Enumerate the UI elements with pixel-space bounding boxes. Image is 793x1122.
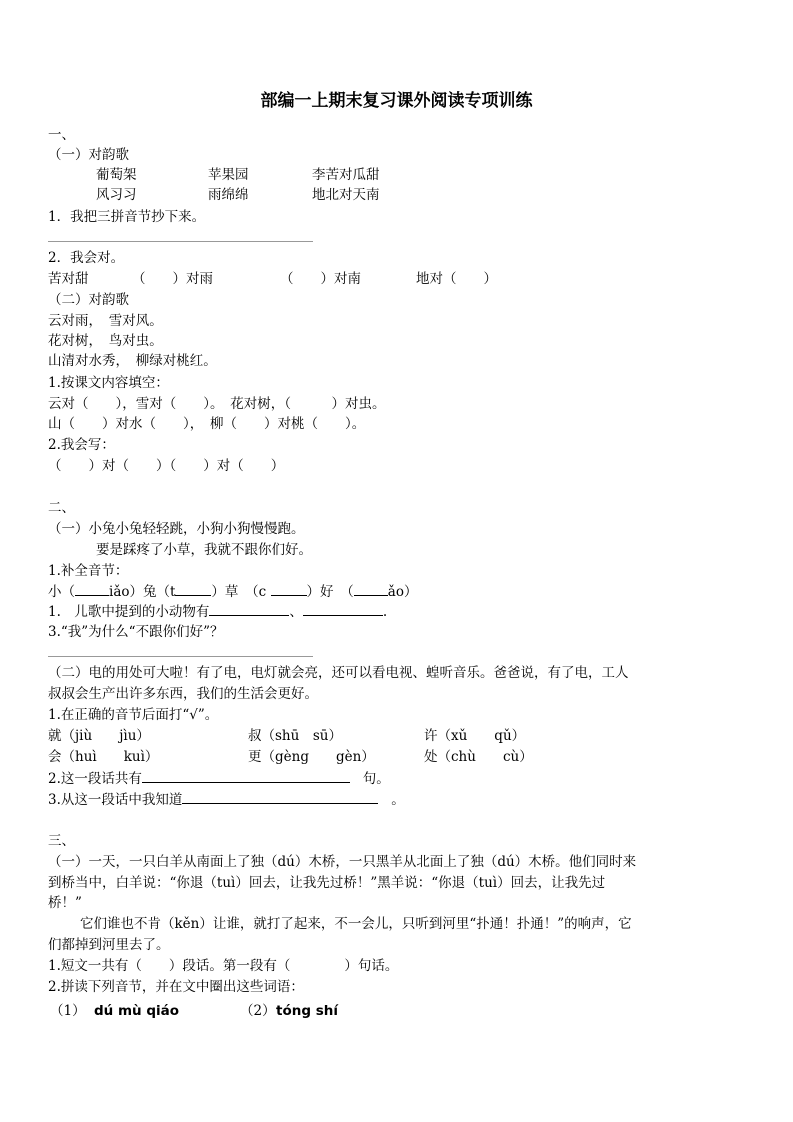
section-2-heading: 二、	[48, 500, 75, 516]
question-paragraph-count: 1.短文一共有（ ）段话。第一段有（ ）句话。	[48, 958, 399, 974]
question-why: 3.“我”为什么“不跟你们好”？	[48, 624, 224, 640]
pair-item: （ ）对南	[280, 271, 361, 287]
fill-line: （ ）对（ ）（ ）对（ ）	[48, 458, 285, 474]
rhyme-line: 山清对水秀， 柳绿对桃红。	[48, 353, 217, 369]
blank[interactable]	[209, 601, 289, 616]
word-item: 苹果园	[208, 167, 249, 183]
blank[interactable]	[175, 581, 211, 596]
page-title: 部编一上期末复习课外阅读专项训练	[260, 91, 533, 111]
syllable-choice: 就（jiù jìu）	[48, 728, 150, 744]
word-item: 葡萄架	[96, 167, 137, 183]
paragraph-line: 们都掉到河里去了。	[48, 937, 170, 953]
pair-item: 地对（ ）	[416, 271, 497, 287]
syllable-choice: 许（xǔ qǔ）	[424, 728, 526, 744]
question-copy-syllables: 1．我把三拼音节抄下来。	[48, 209, 206, 225]
question-fill: 1.按课文内容填空：	[48, 375, 169, 391]
pinyin-label: （2）	[240, 1003, 276, 1019]
blank[interactable]	[271, 581, 307, 596]
passage-1-title: （一）对韵歌	[48, 147, 129, 163]
question-learned: 3.从这一段话中我知道 。	[48, 789, 405, 809]
question-animals: 1. 儿歌中提到的小动物有 、 .	[48, 601, 387, 621]
syllable-choice: 会（huì kuì）	[48, 749, 159, 765]
question-circle-words: 2.拼读下列音节，并在文中圈出这些词语：	[48, 979, 304, 995]
blank[interactable]	[142, 768, 350, 783]
paragraph-line: 它们谁也不肯（kěn）让谁，就打了起来，不一会儿，只听到河里“扑通！扑通！”的响声，它	[80, 916, 632, 932]
pair-item: （ ）对雨	[132, 271, 213, 287]
section-1-heading: 一、	[48, 127, 75, 143]
paragraph-line: 叔叔会生产出许多东西，我们的生活会更好。	[48, 686, 318, 702]
question-pairing: 2．我会对。	[48, 250, 125, 266]
word-item: 李苦对瓜甜	[312, 167, 380, 183]
syllable-fill-line: 小（ iǎo）兔（t ）草 （c ）好 （ ǎo）	[48, 581, 417, 601]
syllable-choice: 叔（shū sū）	[248, 728, 342, 744]
blank[interactable]	[75, 581, 109, 596]
question-syllables: 1.补全音节：	[48, 563, 129, 579]
syllable-choice: 更（gèng gèn）	[248, 749, 375, 765]
answer-line	[48, 241, 313, 242]
blank[interactable]	[182, 789, 378, 804]
question-write: 2.我会写：	[48, 437, 115, 453]
word-item: 雨绵绵	[208, 187, 249, 203]
poem-line: 要是踩疼了小草，我就不跟你们好。	[96, 542, 312, 558]
paragraph-line: （一）一天，一只白羊从南面上了独（dú）木桥，一只黑羊从北面上了独（dú）木桥。他们同时来	[48, 854, 637, 870]
syllable-choice: 处（chù cù）	[424, 749, 533, 765]
fill-line: 山（ ）对水（ ）， 柳（ ）对桃（ ）。	[48, 416, 366, 432]
pinyin-label: （1）	[50, 1003, 86, 1019]
paragraph-line: 到桥当中，白羊说：“你退（tuì）回去，让我先过桥！”黑羊说：“你退（tuì）回去，让我先过	[48, 875, 606, 891]
blank[interactable]	[354, 581, 388, 596]
blank[interactable]	[303, 601, 383, 616]
pinyin-word: dú mù qiáo	[94, 1003, 180, 1019]
word-item: 地北对天南	[312, 187, 380, 203]
question-check: 1.在正确的音节后面打“√”。	[48, 707, 219, 723]
rhyme-line: 花对树， 鸟对虫。	[48, 333, 163, 349]
answer-line	[48, 656, 313, 657]
question-sentence-count: 2.这一段话共有 句。	[48, 768, 390, 788]
paragraph-line: 桥！”	[48, 895, 82, 911]
pinyin-word: tóng shí	[276, 1003, 338, 1019]
word-item: 风习习	[96, 187, 137, 203]
section-3-heading: 三、	[48, 833, 75, 849]
rhyme-line: 云对雨， 雪对风。	[48, 313, 163, 329]
paragraph-line: （二）电的用处可大啦！有了电，电灯就会亮，还可以看电视、蝗听音乐。爸爸说，有了电，工人	[48, 665, 629, 681]
pair-item: 苦对甜	[48, 271, 89, 287]
passage-2-title: （二）对韵歌	[48, 292, 129, 308]
fill-line: 云对（ ），雪对（ ）。 花对树，（ ）对虫。	[48, 396, 386, 412]
poem-line: （一）小兔小兔轻轻跳，小狗小狗慢慢跑。	[48, 521, 305, 537]
